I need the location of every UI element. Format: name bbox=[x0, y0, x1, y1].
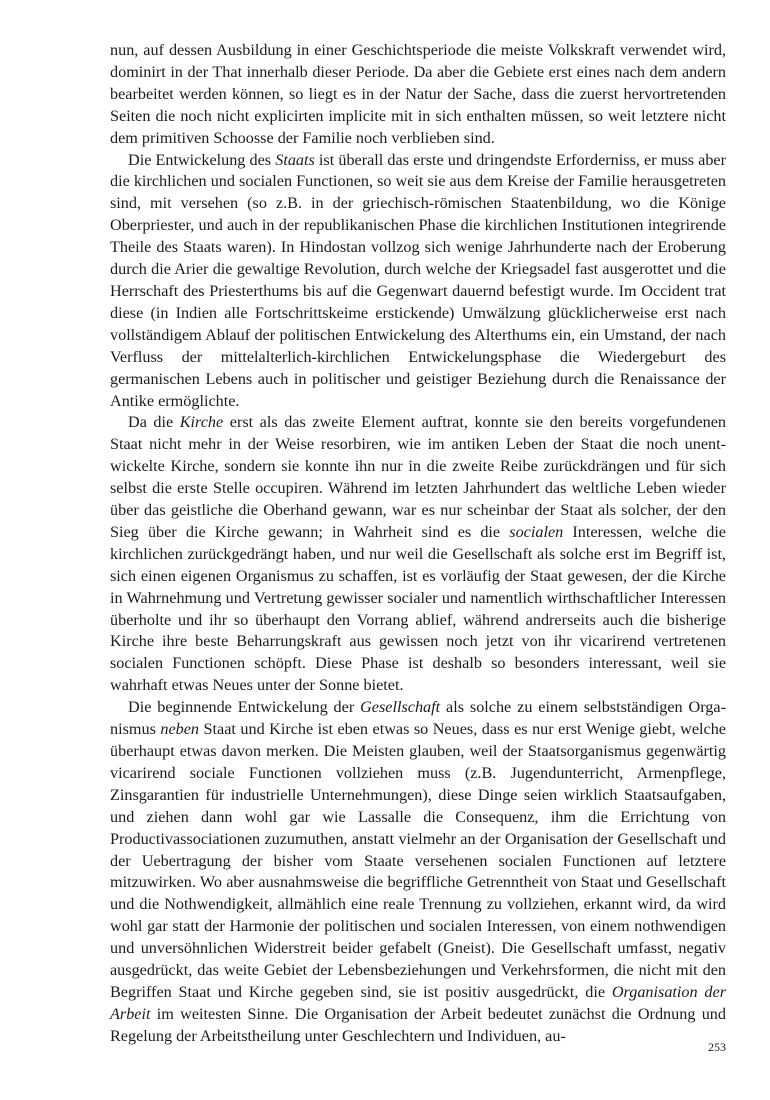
paragraph-3-text-b: erst als das zweite Element auftrat, konnte sie den bereits vorgefundenen Staat nicht mehr in der Weise resorbiren, wie im antiken Leben der Staat die noch unentwickelte Kirche, sondern sie konnte ihn nur in die zweite Reibe zurückdrängen und für sich selbst die erste Stelle occupiren. Während im letzten Jahrhundert das weltliche Leben wieder über das geistliche die Oberhand gewann, war es nur scheinbar der Staat als solcher, der den Sieg über die Kirche gewann; in Wahrheit sind es die bbox=[110, 413, 726, 541]
paragraph-continuation bbox=[110, 40, 726, 150]
page-body bbox=[110, 40, 726, 1048]
emphasis-gesellschaft: Gesellschaft bbox=[360, 698, 441, 717]
paragraph-1-text: nun, auf dessen Ausbildung in einer Geschichtsperiode die meiste Volkskraft verwendet wird, dominirt in der That innerhalb dieser Periode. Da aber die Gebiete erst eines nach dem andern bearbeitet werden können, so liegt es in der Natur der Sache, dass die zuerst hervortretenden Seiten die noch nicht explicirten implicite mit in sich enthalten müssen, so weit letztere nicht dem primitiven Schoosse der Familie noch verblieben sind. bbox=[110, 41, 726, 147]
paragraph-staat bbox=[110, 150, 726, 413]
paragraph-kirche bbox=[110, 412, 726, 697]
emphasis-kirche: Kirche bbox=[179, 413, 224, 432]
paragraph-2-text-a: Die Entwickelung des bbox=[128, 150, 276, 169]
emphasis-neben: neben bbox=[160, 720, 200, 739]
paragraph-4-text-b: als solche zu einem selbstständigen Organismus bbox=[110, 698, 726, 739]
paragraph-2-text-b: ist überall das erste und dringendste Erforderniss, er muss aber die kirchlichen und socialen Functionen, so weit sie aus dem Kreise der Familie herausgetreten sind, mit versehen (so z.B. in der griechisch-römischen Staatenbildung, wo die Könige Oberpriester, und auch in der republikanischen Phase die kirchlichen Institutionen integrirende Theile des Staats waren). In Hindostan vollzog sich wenige Jahrhunderte nach der Eroberung durch die Arier die gewaltige Revolution, durch welche der Kriegsadel fast ausgerottet und die Herrschaft des Priesterthums bis auf die Gegenwart dauernd befestigt wurde. Im Occident trat diese (in Indien alle Fortschrittskeime erstickende) Umwälzung glücklicherweise erst nach vollständigem Ablauf der politischen Entwickelung des Alterthums ein, ein Umstand, der nach Verfluss der mittelalterlich-kirchlichen Entwickelungsphase die Wiedergeburt des germanischen Lebens auch in politischer und geistiger Beziehung durch die Renaissance der Antike ermöglichte. bbox=[110, 150, 726, 410]
paragraph-4-text-d: im weitesten Sinne. Die Organisation der Arbeit bedeutet zunächst die Ordnung und Regelung der Arbeitstheilung unter Geschlechtern und Individuen, au- bbox=[110, 1004, 726, 1045]
emphasis-socialen: socialen bbox=[509, 522, 564, 541]
emphasis-staats: Staats bbox=[275, 150, 315, 169]
paragraph-4-text-a: Die beginnende Entwickelung der bbox=[128, 698, 361, 717]
paragraph-gesellschaft bbox=[110, 697, 726, 1048]
emphasis-organisation-der-arbeit: Organisation der Arbeit bbox=[110, 982, 727, 1023]
paragraph-3-text-a: Da die bbox=[128, 413, 180, 432]
paragraph-4-text-c: Staat und Kirche ist eben etwas so Neues, dass es nur erst Wenige giebt, welche überhaupt etwas davon merken. Die Meisten glauben, weil der Staatsorganismus gegenwärtig vicarirend sociale Functionen vollziehen muss (z.B. Jugendunterricht, Armenpflege, Zinsgarantien für industrielle Unternehmungen), diese Dinge seien wirklich Staatsaufgaben, und ziehen dann wohl gar wie Lassalle die Consequenz, ihm die Errichtung von Productivassociationen zuzumuthen, anstatt vielmehr an der Organisation der Gesellschaft und der Uebertragung der bisher vom Staate versehenen socialen Functionen auf letztere mitzuwirken. Wo aber ausnahmsweise die begriffliche Getrenntheit von Staat und Gesellschaft und die Nothwendigkeit, allmählich eine reale Trennung zu vollziehen, erkannt wird, da wird wohl gar statt der Harmonie der politischen und socialen Interessen, von einem nothwendigen und unversöhnlichen Widerstreit beider gefabelt (Gneist). Die Gesellschaft umfasst, negativ ausgedrückt, das weite Gebiet der Lebensbeziehungen und Verkehrsformen, die nicht mit den Begriffen Staat und Kirche gegeben sind, sie ist positiv ausgedrückt, die bbox=[110, 720, 726, 1001]
paragraph-3-text-c: Interessen, welche die kirchlichen zurückgedrängt haben, und nur weil die Gesellschaft als solche erst im Begriff ist, sich einen eigenen Organismus zu schaffen, ist es vorläufig der Staat gewesen, der die Kirche in Wahrnehmung und Vertretung gewisser socialer und namentlich wirthschaftlicher Interessen überholte und ihr so überhaupt den Vorrang ablief, während andrerseits auch die bisherige Kirche ihre beste Beharrungskraft aus gewissen noch jetzt von ihr vicarirend vertretenen socialen Functionen schöpft. Diese Phase ist deshalb so besonders interessant, weil sie wahrhaft etwas Neues unter der Sonne bietet. bbox=[110, 522, 726, 695]
page-number: 253 bbox=[708, 1040, 726, 1054]
